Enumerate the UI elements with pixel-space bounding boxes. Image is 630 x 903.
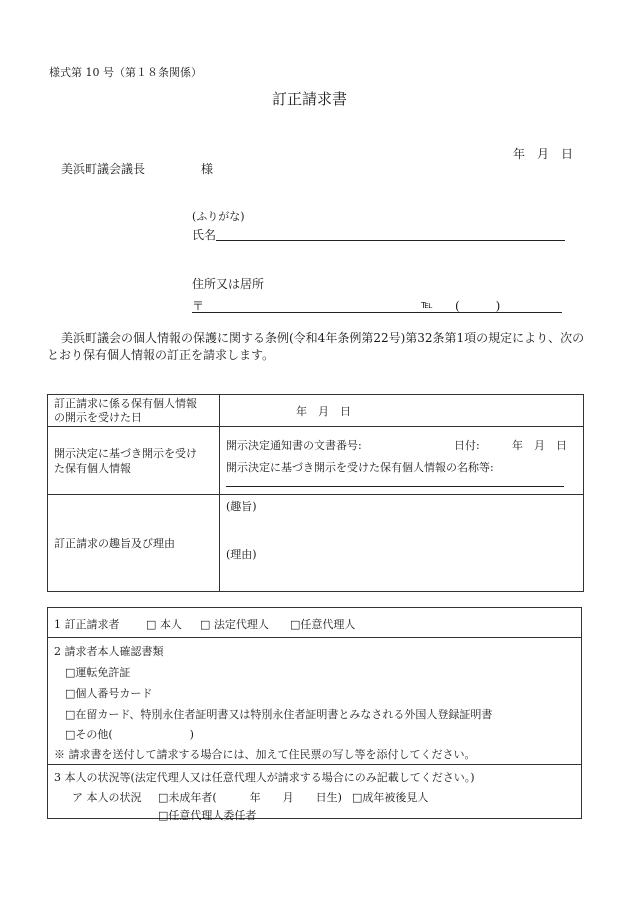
form-number: 様式第 10 号（第１８条関係） [49, 66, 202, 79]
purpose-reason-label: 訂正請求の趣旨及び理由 [54, 537, 175, 550]
date-label: 年 月 日 [513, 147, 574, 161]
section-divider-1 [48, 637, 581, 638]
body-text-line1: 美浜町議会の個人情報の保護に関する条例(令和4年条例第22号)第32条第1項の規定により、次の [61, 331, 585, 345]
furigana-label: (ふりがな) [192, 210, 245, 223]
requester-type-self[interactable]: □ 本人 [146, 618, 182, 631]
notice-date-label: 日付: [454, 438, 480, 452]
id-drivers-license[interactable]: □運転免許証 [65, 666, 131, 679]
reason-label: (理由) [226, 547, 257, 561]
opened-date-label-a: 訂正請求に係る保有個人情報 [54, 396, 197, 410]
id-my-number-card[interactable]: □個人番号カード [65, 687, 153, 700]
notice-number-label: 開示決定通知書の文書番号: [226, 438, 362, 452]
principal-status-minor[interactable]: □未成年者( 年 月 日生) [158, 791, 342, 804]
disclosed-info-label-b: た保有個人情報 [54, 461, 131, 475]
opened-date-value-cell[interactable] [220, 395, 584, 427]
requester-details-box [47, 607, 582, 822]
id-residence-card[interactable]: □在留カード、特別永住者証明書又は特別永住者証明書とみなされる外国人登録証明書 [65, 708, 493, 721]
postal-mark: 〒 [192, 299, 205, 313]
request-table [47, 394, 584, 592]
purpose-reason-label-cell [48, 495, 220, 592]
address-field-line [192, 312, 562, 313]
name-label: 氏名 [192, 228, 217, 242]
tel-parens: ( ) [455, 299, 501, 313]
requester-type-legal-agent[interactable]: □ 法定代理人 [200, 618, 269, 631]
body-text-line2: とおり保有個人情報の訂正を請求します。 [47, 348, 275, 362]
disclosed-info-value-cell[interactable] [220, 427, 584, 495]
id-other[interactable]: □その他( ) [65, 728, 194, 741]
principal-status-sub-label: ア 本人の状況 [72, 791, 142, 804]
notice-date-value: 年 月 日 [512, 438, 567, 452]
requester-type-voluntary-agent[interactable]: □任意代理人 [290, 618, 356, 631]
opened-date-value: 年 月 日 [296, 404, 351, 418]
purpose-label: (趣旨) [226, 499, 257, 513]
principal-status-label: 3 本人の状況等(法定代理人又は任意代理人が請求する場合にのみ記載してください。) [54, 771, 475, 784]
disclosed-info-name-line [226, 486, 564, 487]
principal-status-adult-ward[interactable]: □成年被後見人 [352, 791, 429, 804]
disclosed-info-label-a: 開示決定に基づき開示を受け [54, 446, 197, 460]
page-title: 訂正請求書 [272, 90, 348, 108]
name-field-line [216, 240, 565, 241]
honorific: 様 [201, 162, 214, 176]
requester-type-label: 1 訂正請求者 [54, 618, 120, 631]
addressee: 美浜町議会議長 [61, 162, 146, 176]
tel-label: ℡ [421, 298, 433, 311]
id-documents-note: ※ 請求書を送付して請求する場合には、加えて住民票の写し等を添付してください。 [54, 748, 476, 761]
principal-status-delegator[interactable]: □任意代理人委任者 [158, 809, 257, 822]
disclosed-info-label-cell [48, 427, 220, 495]
opened-date-label-cell [48, 395, 220, 427]
purpose-reason-value-cell[interactable] [220, 495, 584, 592]
id-documents-label: 2 請求者本人確認書類 [54, 645, 164, 658]
address-label: 住所又は居所 [192, 277, 265, 291]
opened-date-label-b: の開示を受けた日 [54, 410, 142, 424]
disclosed-info-name-label: 開示決定に基づき開示を受けた保有個人情報の名称等: [226, 460, 494, 474]
section-divider-2 [48, 764, 581, 765]
